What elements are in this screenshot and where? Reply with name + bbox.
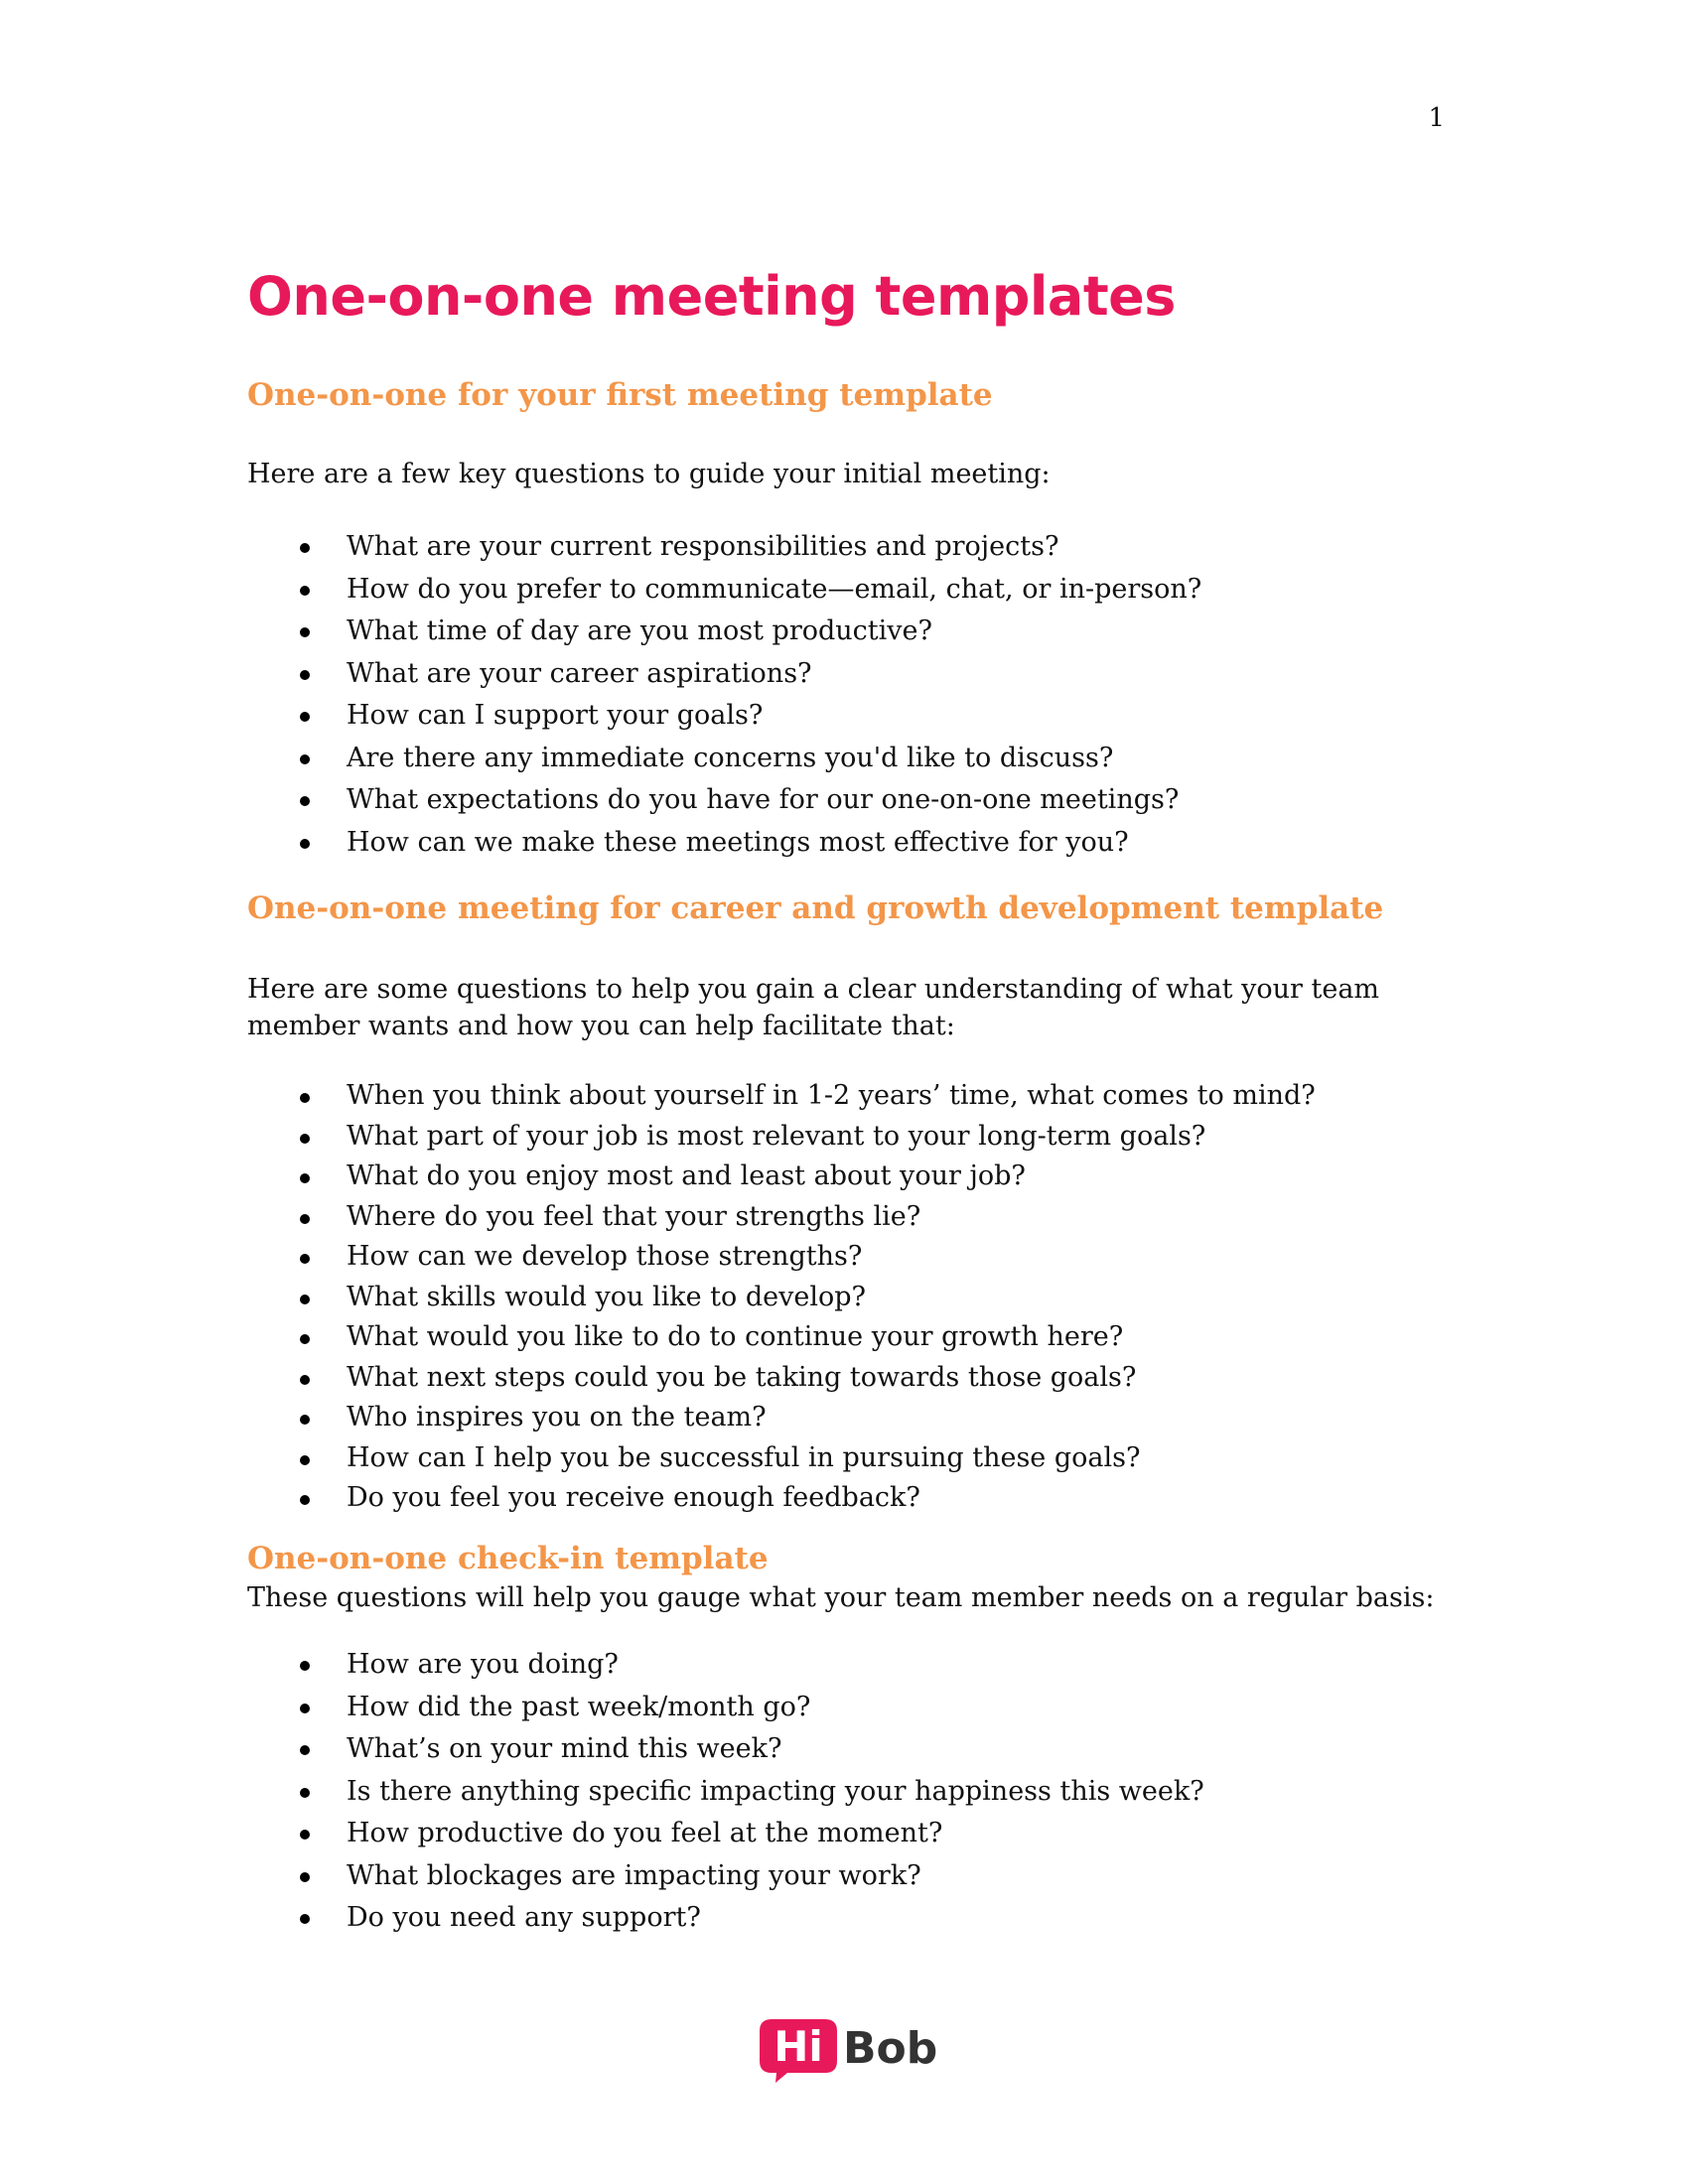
question-list-check-in — [247, 1644, 1449, 1940]
list-item: What skills would you like to develop? — [247, 1278, 1449, 1318]
list-item: Where do you feel that your strengths lie? — [247, 1197, 1449, 1238]
list-item: How can I help you be successful in pursuing these goals? — [247, 1438, 1449, 1479]
list-item: What blockages are impacting your work? — [247, 1855, 1449, 1898]
section-intro-check-in: These questions will help you gauge what your team member needs on a regular basis: — [247, 1582, 1435, 1614]
question-list-career-growth — [247, 1076, 1449, 1519]
list-item: What expectations do you have for our one-on-one meetings? — [247, 779, 1449, 822]
hibob-logo — [758, 2015, 936, 2085]
list-item: How can I support your goals? — [247, 695, 1449, 738]
list-item: Are there any immediate concerns you'd like to discuss? — [247, 738, 1449, 780]
list-item: How do you prefer to communicate—email, chat, or in-person? — [247, 569, 1449, 612]
hibob-logo-mark — [758, 2015, 936, 2085]
list-item: How productive do you feel at the moment? — [247, 1813, 1449, 1855]
list-item: What are your career aspirations? — [247, 653, 1449, 696]
list-item: How are you doing? — [247, 1644, 1449, 1687]
list-item: What are your current responsibilities and projects? — [247, 526, 1449, 569]
section-heading-first-meeting: One-on-one for your first meeting template — [247, 377, 993, 414]
list-item: Who inspires you on the team? — [247, 1398, 1449, 1438]
section-heading-check-in: One-on-one check-in template — [247, 1540, 769, 1576]
question-list-first-meeting — [247, 526, 1449, 864]
list-item: What would you like to do to continue your growth here? — [247, 1317, 1449, 1358]
section-intro-career-growth: Here are some questions to help you gain a clear understanding of what your team member wants and how you can help facilitate that: — [247, 974, 1380, 1042]
list-item: How can we develop those strengths? — [247, 1237, 1449, 1278]
section-intro-first-meeting: Here are a few key questions to guide your initial meeting: — [247, 459, 1051, 490]
logo-bob-text: Bob — [843, 2023, 936, 2074]
logo-hi-text: Hi — [774, 2022, 823, 2071]
list-item: Do you need any support? — [247, 1897, 1449, 1940]
list-item: When you think about yourself in 1-2 years’ time, what comes to mind? — [247, 1076, 1449, 1117]
list-item: What’s on your mind this week? — [247, 1728, 1449, 1771]
list-item: Is there anything specific impacting your happiness this week? — [247, 1771, 1449, 1814]
list-item: What do you enjoy most and least about your job? — [247, 1157, 1449, 1197]
list-item: Do you feel you receive enough feedback? — [247, 1478, 1449, 1519]
list-item: How did the past week/month go? — [247, 1687, 1449, 1729]
section-heading-career-growth: One-on-one meeting for career and growth development template — [247, 890, 1384, 927]
list-item: What next steps could you be taking towards those goals? — [247, 1358, 1449, 1399]
list-item: What part of your job is most relevant to your long-term goals? — [247, 1117, 1449, 1158]
document-body — [247, 266, 1449, 1940]
page-number: 1 — [1428, 103, 1445, 133]
list-item: How can we make these meetings most effective for you? — [247, 822, 1449, 865]
page-title: One-on-one meeting templates — [247, 265, 1176, 328]
list-item: What time of day are you most productive? — [247, 611, 1449, 653]
